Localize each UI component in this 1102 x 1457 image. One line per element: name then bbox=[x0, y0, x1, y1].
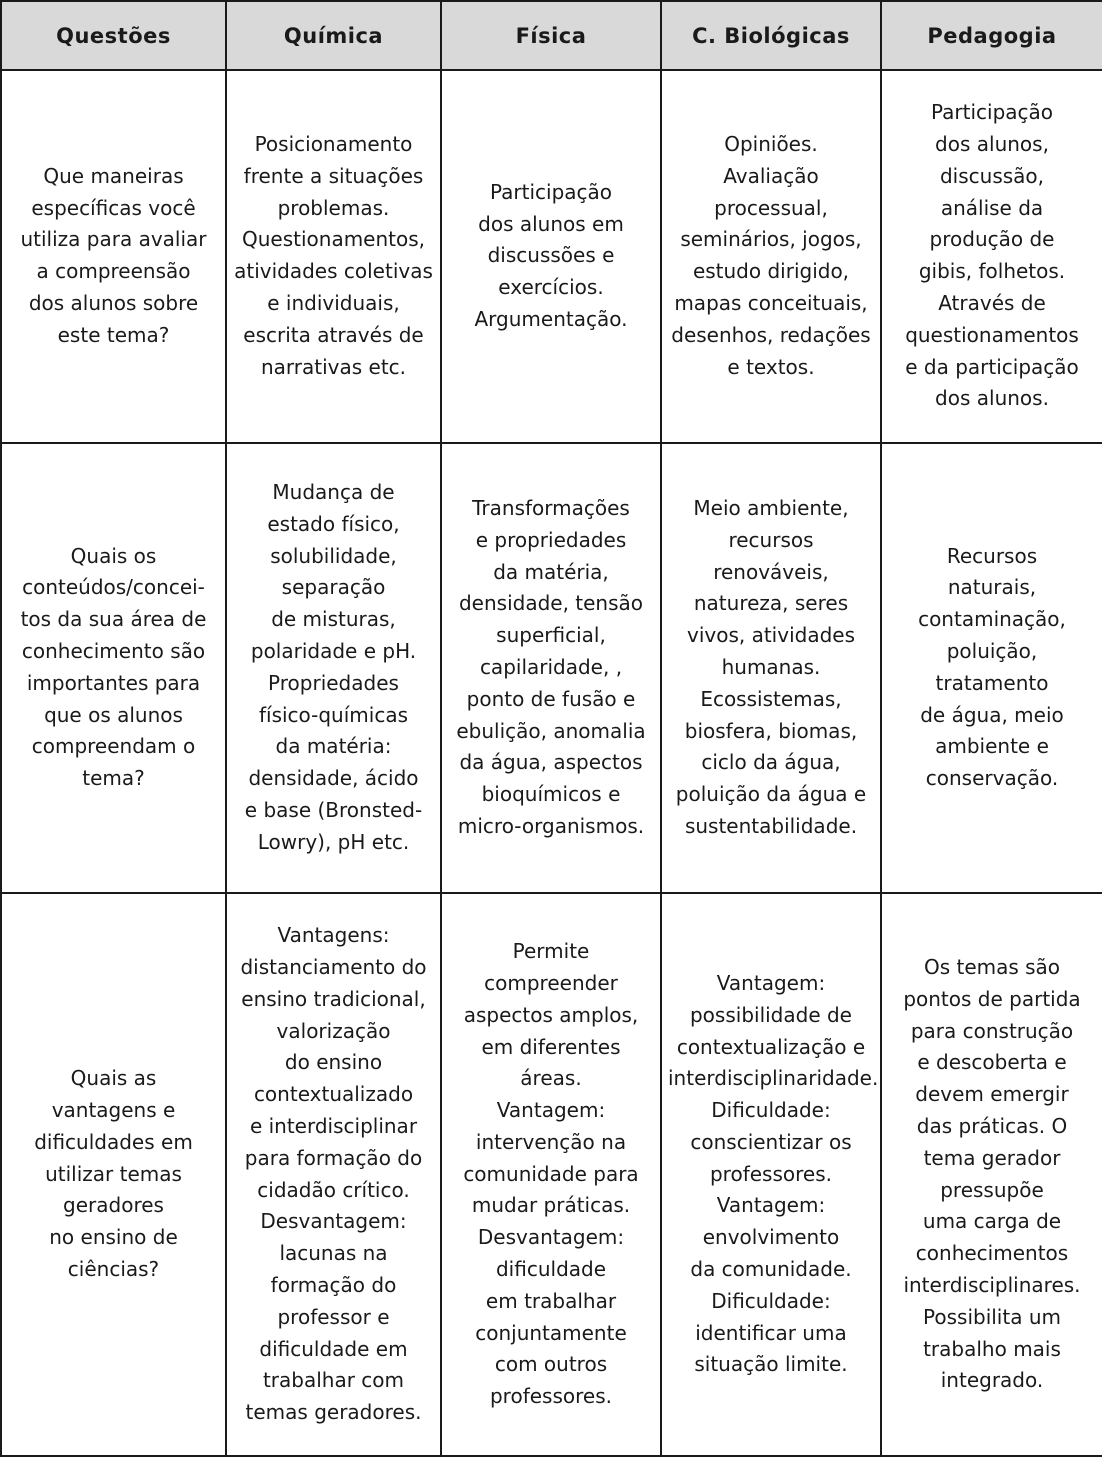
table-row bbox=[1, 893, 1102, 1456]
question-text: Quais as vantagens e dificuldades em utilizar temas geradores no ensino de ciências? bbox=[34, 1066, 193, 1282]
question-text: Quais os conteúdos/concei- tos da sua área de conhecimento são importantes para que os alunos compreendam o tema? bbox=[20, 543, 207, 791]
answer-text: Vantagens: distanciamento do ensino tradicional, valorização do ensino contextualizado e interdisciplinar para formação do cidadão crítico. Desvantagem: lacunas na formação do professor e dificuldade em trabalhar com temas geradores. bbox=[240, 923, 427, 1425]
header-fisica: Física bbox=[441, 1, 661, 70]
answer-text: Mudança de estado físico, solubilidade, separação de misturas, polaridade e pH. Propriedades físico-químicas da matéria: densidade, ácido e base (Bronsted- Lowry), pH etc. bbox=[244, 480, 423, 854]
question-cell bbox=[1, 893, 226, 1456]
quimica-cell bbox=[226, 443, 441, 894]
answer-text: Os temas são pontos de partida para construção e descoberta e devem emergir das práticas. O tema gerador pressupõe uma carga de conhecimentos interdisciplinares. Possibilita um trabalho mais integrado. bbox=[903, 955, 1081, 1393]
header-pedagogia: Pedagogia bbox=[881, 1, 1102, 70]
answer-text: Participação dos alunos, discussão, análise da produção de gibis, folhetos. Através de questionamentos e da participação dos alunos. bbox=[905, 100, 1079, 411]
question-cell bbox=[1, 443, 226, 894]
answer-text: Permite compreender aspectos amplos, em diferentes áreas. Vantagem: intervenção na comunidade para mudar práticas. Desvantagem: dificuldade em trabalhar conjuntamente com outros professores. bbox=[463, 939, 639, 1409]
biologicas-cell bbox=[661, 443, 881, 894]
fisica-cell bbox=[441, 443, 661, 894]
biologicas-cell bbox=[661, 70, 881, 443]
fisica-cell bbox=[441, 893, 661, 1456]
question-cell bbox=[1, 70, 226, 443]
answer-text: Participação dos alunos em discussões e exercícios. Argumentação. bbox=[474, 179, 628, 331]
pedagogia-cell bbox=[881, 70, 1102, 443]
biologicas-cell bbox=[661, 893, 881, 1456]
pedagogia-cell bbox=[881, 893, 1102, 1456]
answer-text: Transformações e propriedades da matéria, densidade, tensão superficial, capilaridade, , ponto de fusão e ebulição, anomalia da água, aspectos bioquímicos e micro-organismos. bbox=[456, 495, 646, 838]
header-c-biologicas: C. Biológicas bbox=[661, 1, 881, 70]
header-quimica: Química bbox=[226, 1, 441, 70]
answer-text: Posicionamento frente a situações problemas. Questionamentos, atividades coletivas e individuais, escrita através de narrativas etc. bbox=[234, 132, 433, 379]
header-row bbox=[1, 1, 1102, 70]
table-row bbox=[1, 443, 1102, 894]
answer-text: Opiniões. Avaliação processual, seminários, jogos, estudo dirigido, mapas conceituais, desenhos, redações e textos. bbox=[671, 132, 871, 379]
answer-text: Recursos naturais, contaminação, poluição, tratamento de água, meio ambiente e conservação. bbox=[918, 543, 1066, 791]
fisica-cell bbox=[441, 70, 661, 443]
question-text: Que maneiras específicas você utiliza para avaliar a compreensão dos alunos sobre este tema? bbox=[20, 163, 207, 347]
header-questoes: Questões bbox=[1, 1, 226, 70]
quimica-cell bbox=[226, 893, 441, 1456]
answer-text: Vantagem: possibilidade de contextualização e interdisciplinaridade. Dificuldade: conscientizar os professores. Vantagem: envolvimento da comunidade. Dificuldade: identificar uma situação limite. bbox=[668, 970, 879, 1377]
table-row bbox=[1, 70, 1102, 443]
quimica-cell bbox=[226, 70, 441, 443]
pedagogia-cell bbox=[881, 443, 1102, 894]
answer-text: Meio ambiente, recursos renováveis, natureza, seres vivos, atividades humanas. Ecossistemas, biosfera, biomas, ciclo da água, poluição da água e sustentabilidade. bbox=[675, 495, 867, 838]
